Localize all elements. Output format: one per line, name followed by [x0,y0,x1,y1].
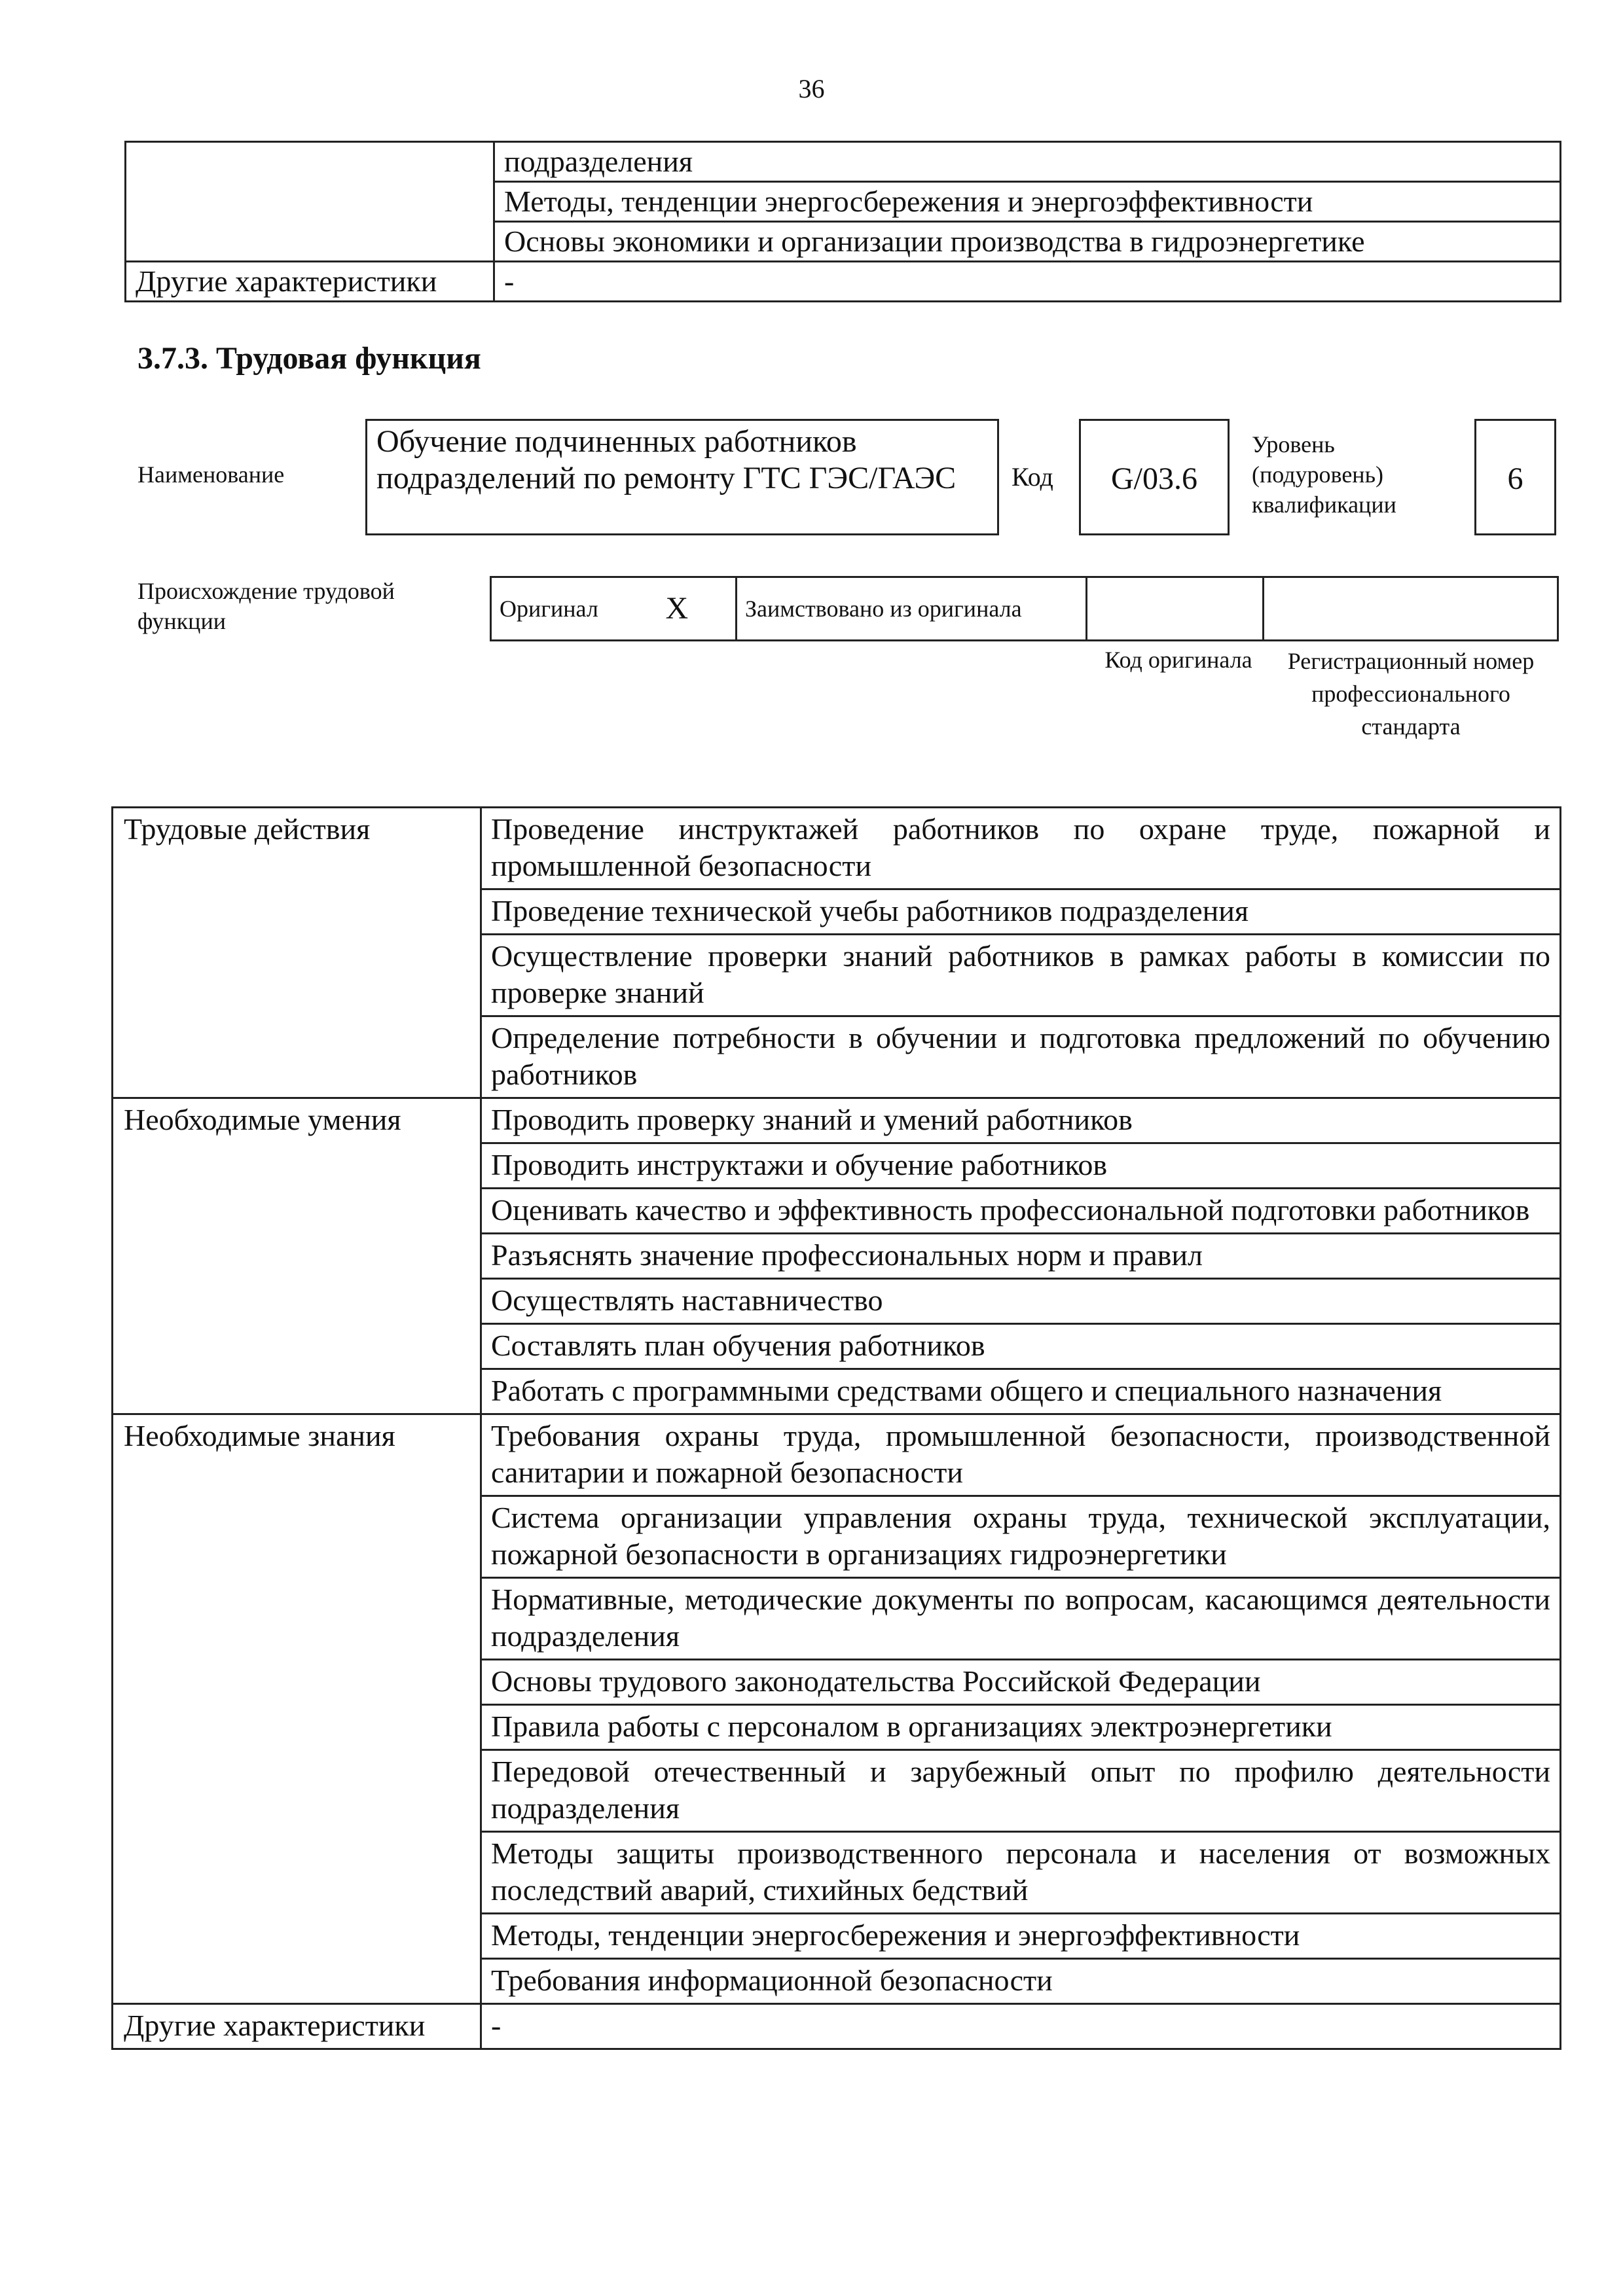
skill-item: Проводить инструктажи и обучение работников [481,1143,1561,1189]
reg-number-cell [1264,577,1558,641]
labor-action-item: Определение потребности в обучении и подготовка предложений по обучению работников [481,1016,1561,1098]
skill-item: Разъяснять значение профессиональных норм и правил [481,1234,1561,1279]
function-name-box: Обучение подчиненных работников подразделений по ремонту ГТС ГЭС/ГАЭС [365,419,999,535]
knowledge-item: Передовой отечественный и зарубежный опыт по профилю деятельности подразделения [481,1750,1561,1832]
code-original-caption: Код оригинала [1104,647,1252,673]
labor-function-table [111,806,1561,2050]
knowledge-item: Нормативные, методические документы по вопросам, касающимся деятельности подразделения [481,1578,1561,1660]
name-label: Наименование [137,461,285,488]
labor-actions-label: Трудовые действия [113,808,481,1098]
skills-label: Необходимые умения [113,1098,481,1414]
page-number: 36 [798,74,825,103]
labor-action-item: Осуществление проверки знаний работников в рамках работы в комиссии по проверке знаний [481,935,1561,1016]
table-row [126,262,1561,302]
knowledge-label: Необходимые знания [113,1414,481,2004]
other-characteristics-label: Другие характеристики [113,2004,481,2049]
knowledge-item: Требования охраны труда, промышленной безопасности, производственной санитарии и пожарной безопасности [481,1414,1561,1496]
knowledge-item: Система организации управления охраны труда, технической эксплуатации, пожарной безопасности в организациях гидроэнергетики [481,1496,1561,1578]
origin-table [490,576,1559,641]
knowledge-item: Правила работы с персоналом в организациях электроэнергетики [481,1705,1561,1750]
level-value-box: 6 [1474,419,1556,535]
table-row [491,577,1558,641]
origin-label: Происхождение трудовой функции [137,578,395,634]
table-row [113,1414,1561,1496]
table-cell: Методы, тенденции энергосбережения и энергоэффективности [494,182,1561,222]
original-mark: X [658,577,737,641]
other-characteristics-value: - [481,2004,1561,2049]
table-row [113,1098,1561,1143]
skill-item: Оценивать качество и эффективность профессиональной подготовки работников [481,1189,1561,1234]
reg-number-caption: Регистрационный номер профессионального стандарта [1287,648,1535,740]
table-row [113,2004,1561,2049]
skill-item: Составлять план обучения работников [481,1324,1561,1369]
other-characteristics-label: Другие характеристики [126,262,494,302]
code-value-box: G/03.6 [1079,419,1230,535]
skill-item: Осуществлять наставничество [481,1279,1561,1324]
labor-action-item: Проведение технической учебы работников подразделения [481,889,1561,935]
continuation-left-cell [126,142,494,262]
table-cell: Основы экономики и организации производства в гидроэнергетике [494,222,1561,262]
knowledge-item: Методы, тенденции энергосбережения и энергоэффективности [481,1914,1561,1959]
labor-action-item: Проведение инструктажей работников по охране труде, пожарной и промышленной безопасности [481,808,1561,889]
skill-item: Работать с программными средствами общего и специального назначения [481,1369,1561,1414]
knowledge-item: Требования информационной безопасности [481,1959,1561,2004]
knowledge-item: Методы защиты производственного персонала и населения от возможных последствий аварий, стихийных бедствий [481,1832,1561,1914]
code-label: Код [1012,462,1053,492]
other-characteristics-value: - [494,262,1561,302]
continuation-table [124,141,1561,302]
section-title: 3.7.3. Трудовая функция [137,341,481,376]
code-original-cell [1087,577,1264,641]
table-cell: подразделения [494,142,1561,182]
table-row [126,142,1561,182]
table-row [113,808,1561,889]
original-label: Оригинал [491,577,658,641]
borrowed-label: Заимствовано из оригинала [737,577,1087,641]
knowledge-item: Основы трудового законодательства Российской Федерации [481,1660,1561,1705]
level-label: Уровень (подуровень) квалификации [1252,431,1396,518]
skill-item: Проводить проверку знаний и умений работников [481,1098,1561,1143]
